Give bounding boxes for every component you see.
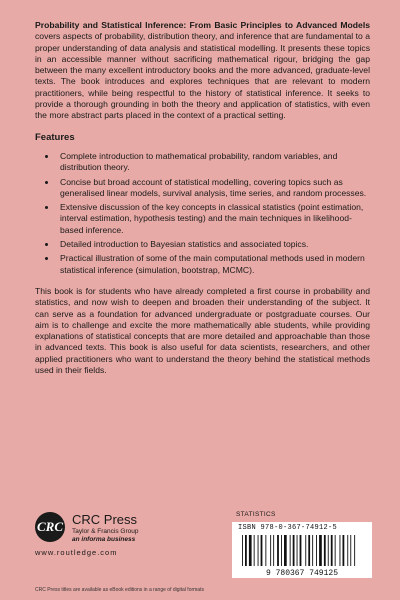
barcode-bar bbox=[350, 535, 351, 566]
publisher-name: CRC Press bbox=[72, 512, 138, 527]
barcode-icon bbox=[238, 535, 366, 577]
barcode-box bbox=[232, 522, 372, 578]
feature-item: • Concise but broad account of statistical modelling, covering topics such as generalised linear models, survival analysis, time series, and random processes. bbox=[57, 177, 370, 200]
barcode-bar bbox=[242, 535, 243, 566]
barcode-bar bbox=[308, 535, 310, 566]
barcode-bar bbox=[249, 535, 252, 566]
barcode-bar bbox=[347, 535, 348, 566]
barcode-bar bbox=[340, 535, 341, 566]
publisher-logo-block bbox=[35, 512, 235, 562]
barcode-bar bbox=[270, 535, 271, 566]
barcode-bar bbox=[316, 535, 317, 566]
barcode-bar bbox=[305, 535, 306, 566]
barcode-bar bbox=[328, 535, 329, 566]
barcode-bar bbox=[290, 535, 291, 566]
publisher-group: Taylor & Francis Group bbox=[72, 528, 139, 535]
features-heading: Features bbox=[35, 131, 75, 143]
barcode-bar bbox=[284, 535, 287, 566]
barcode-bar bbox=[245, 535, 247, 566]
intro-paragraph bbox=[35, 20, 370, 122]
features-list bbox=[35, 151, 370, 276]
barcode-bar bbox=[343, 535, 345, 566]
ebook-note: CRC Press titles are available as eBook editions in a range of digital formats bbox=[35, 587, 204, 593]
feature-item: • Detailed introduction to Bayesian statistics and associated topics. bbox=[57, 239, 370, 250]
barcode-bar bbox=[331, 535, 333, 566]
barcode-bar bbox=[273, 535, 274, 566]
barcode-bar bbox=[261, 535, 263, 566]
barcode-bar bbox=[293, 535, 295, 566]
publisher-tagline: an informa business bbox=[72, 536, 136, 543]
barcode-bar bbox=[300, 535, 302, 566]
barcode-bar bbox=[277, 535, 279, 566]
barcode-bar bbox=[335, 535, 336, 566]
barcode-bar bbox=[324, 535, 326, 566]
barcode-bar bbox=[354, 535, 355, 566]
book-title: Probability and Statistical Inference: From Basic Principles to Advanced Models bbox=[35, 20, 370, 30]
publisher-website: www.routledge.com bbox=[35, 548, 118, 557]
barcode-bar bbox=[312, 535, 313, 566]
barcode-bar bbox=[281, 535, 282, 566]
intro-body: covers aspects of probability, distribution theory, and inference that are fundamental to a proper understanding of data analysis and statistical modelling. It presents these topics in an accessible manner without sacrificing mathematical rigour, bridging the gap between the many excellent introductory books and the more advanced, graduate-level texts. The book introduces and explores techniques that are relevant to modern practitioners, while being respectful to the history of statistical inference. It seeks to provide a thorough grounding in both the theory and application of statistics, with even the more abstract parts placed in the context of a practical setting. bbox=[35, 31, 370, 121]
crc-logo-icon: CRC bbox=[35, 512, 65, 542]
audience-paragraph: This book is for students who have already completed a first course in probability and statistics, and now wish to deepen and broaden their understanding of the subject. It can serve as a foundation for advanced undergraduate or postgraduate courses. Our aim is to challenge and excite the more mathematically able students, while providing explanations of statistical concepts that are more detailed and approachable than those in advanced texts. This book is also useful for data scientists, researchers, and other applied practitioners who want to understand the theory behind the statistical methods used in their fields. bbox=[35, 285, 370, 376]
isbn-label: ISBN 978-0-367-74912-5 bbox=[238, 524, 338, 532]
barcode-bar bbox=[254, 535, 255, 566]
back-cover-text bbox=[35, 20, 370, 384]
barcode-bar bbox=[258, 535, 259, 566]
feature-item: • Complete introduction to mathematical probability, random variables, and distribution theory. bbox=[57, 151, 370, 174]
barcode-bar bbox=[297, 535, 298, 566]
barcode-bar bbox=[265, 535, 266, 566]
ean-digits: 9 780367 749125 bbox=[265, 569, 339, 577]
feature-item: • Extensive discussion of the key concepts in classical statistics (point estimation, interval estimation, hypothesis testing) and the main techniques in likelihood-based inference. bbox=[57, 202, 370, 236]
feature-item: • Practical illustration of some of the main computational methods used in modern statistical inference (simulation, bootstrap, MCMC). bbox=[57, 253, 370, 276]
subject-label: STATISTICS bbox=[236, 511, 276, 518]
barcode-bar bbox=[319, 535, 322, 566]
